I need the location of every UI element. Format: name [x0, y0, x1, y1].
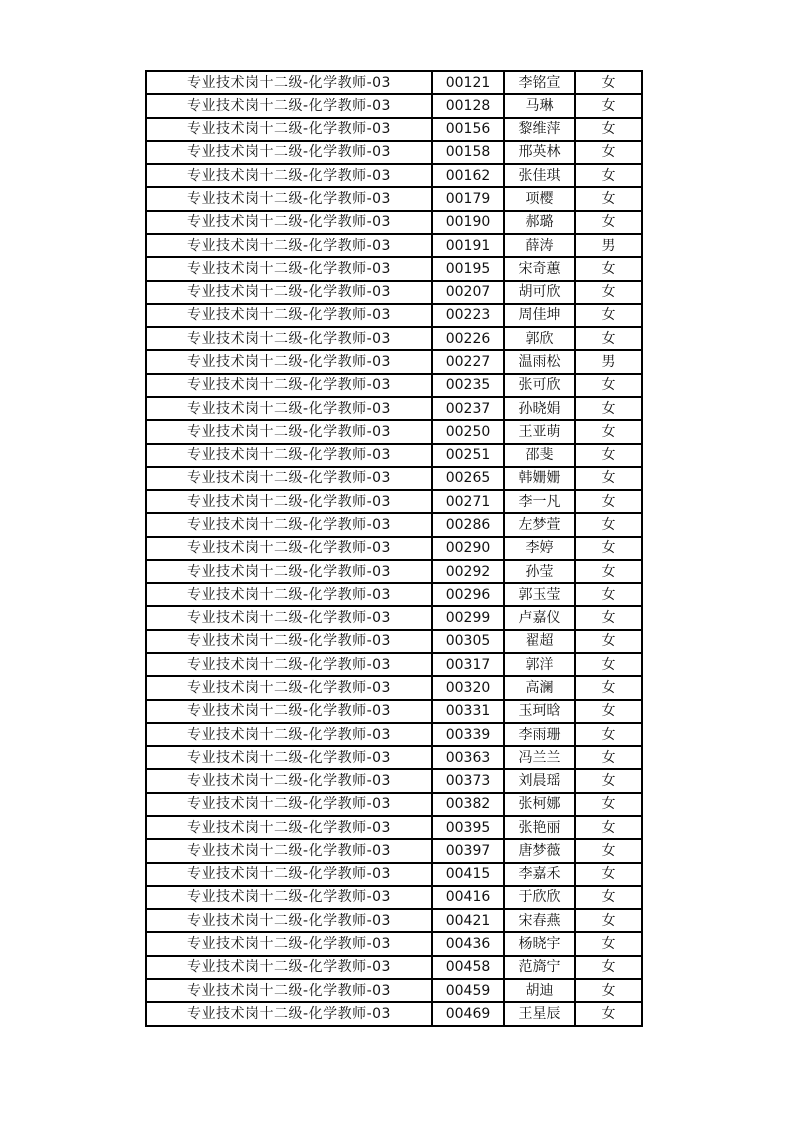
- gender-cell: 女: [575, 746, 642, 769]
- code-cell: 00162: [432, 164, 504, 187]
- name-cell: 郝璐: [504, 211, 575, 234]
- position-cell: 专业技术岗十二级-化学教师-03: [146, 1002, 432, 1026]
- code-cell: 00290: [432, 537, 504, 560]
- position-cell: 专业技术岗十二级-化学教师-03: [146, 723, 432, 746]
- gender-cell: 女: [575, 839, 642, 862]
- position-cell: 专业技术岗十二级-化学教师-03: [146, 467, 432, 490]
- table-row: [146, 979, 642, 1002]
- name-cell: 高澜: [504, 676, 575, 699]
- table-row: [146, 444, 642, 467]
- table-row: [146, 467, 642, 490]
- position-cell: 专业技术岗十二级-化学教师-03: [146, 839, 432, 862]
- gender-cell: 女: [575, 560, 642, 583]
- position-cell: 专业技术岗十二级-化学教师-03: [146, 490, 432, 513]
- table-row: [146, 211, 642, 234]
- table-row: [146, 630, 642, 653]
- name-cell: 马琳: [504, 94, 575, 117]
- gender-cell: 女: [575, 141, 642, 164]
- code-cell: 00158: [432, 141, 504, 164]
- name-cell: 孙晓娟: [504, 397, 575, 420]
- table-row: [146, 839, 642, 862]
- code-cell: 00436: [432, 932, 504, 955]
- position-cell: 专业技术岗十二级-化学教师-03: [146, 769, 432, 792]
- position-cell: 专业技术岗十二级-化学教师-03: [146, 606, 432, 629]
- position-cell: 专业技术岗十二级-化学教师-03: [146, 700, 432, 723]
- code-cell: 00235: [432, 374, 504, 397]
- gender-cell: 男: [575, 350, 642, 373]
- position-cell: 专业技术岗十二级-化学教师-03: [146, 327, 432, 350]
- position-cell: 专业技术岗十二级-化学教师-03: [146, 630, 432, 653]
- gender-cell: 女: [575, 164, 642, 187]
- gender-cell: 女: [575, 490, 642, 513]
- name-cell: 卢嘉仪: [504, 606, 575, 629]
- position-cell: 专业技术岗十二级-化学教师-03: [146, 281, 432, 304]
- name-cell: 范旖宁: [504, 956, 575, 979]
- gender-cell: 女: [575, 583, 642, 606]
- name-cell: 李嘉禾: [504, 863, 575, 886]
- table-row: [146, 793, 642, 816]
- position-cell: 专业技术岗十二级-化学教师-03: [146, 444, 432, 467]
- code-cell: 00458: [432, 956, 504, 979]
- name-cell: 邢英林: [504, 141, 575, 164]
- code-cell: 00339: [432, 723, 504, 746]
- table-row: [146, 816, 642, 839]
- position-cell: 专业技术岗十二级-化学教师-03: [146, 560, 432, 583]
- gender-cell: 女: [575, 397, 642, 420]
- code-cell: 00373: [432, 769, 504, 792]
- name-cell: 温雨松: [504, 350, 575, 373]
- name-cell: 黎维萍: [504, 118, 575, 141]
- table-row: [146, 606, 642, 629]
- code-cell: 00421: [432, 909, 504, 932]
- gender-cell: 女: [575, 467, 642, 490]
- table-row: [146, 537, 642, 560]
- gender-cell: 女: [575, 118, 642, 141]
- gender-cell: 女: [575, 700, 642, 723]
- table-row: [146, 187, 642, 210]
- name-cell: 冯兰兰: [504, 746, 575, 769]
- position-cell: 专业技术岗十二级-化学教师-03: [146, 513, 432, 536]
- name-cell: 宋春燕: [504, 909, 575, 932]
- code-cell: 00363: [432, 746, 504, 769]
- code-cell: 00207: [432, 281, 504, 304]
- code-cell: 00195: [432, 257, 504, 280]
- gender-cell: 女: [575, 94, 642, 117]
- name-cell: 王亚萌: [504, 420, 575, 443]
- gender-cell: 女: [575, 956, 642, 979]
- position-cell: 专业技术岗十二级-化学教师-03: [146, 746, 432, 769]
- gender-cell: 女: [575, 281, 642, 304]
- gender-cell: 女: [575, 211, 642, 234]
- name-cell: 邵斐: [504, 444, 575, 467]
- name-cell: 李一凡: [504, 490, 575, 513]
- code-cell: 00223: [432, 304, 504, 327]
- code-cell: 00191: [432, 234, 504, 257]
- position-cell: 专业技术岗十二级-化学教师-03: [146, 141, 432, 164]
- name-cell: 张佳琪: [504, 164, 575, 187]
- candidate-roster-table: [145, 70, 643, 1027]
- code-cell: 00331: [432, 700, 504, 723]
- name-cell: 于欣欣: [504, 886, 575, 909]
- code-cell: 00459: [432, 979, 504, 1002]
- position-cell: 专业技术岗十二级-化学教师-03: [146, 886, 432, 909]
- code-cell: 00305: [432, 630, 504, 653]
- code-cell: 00296: [432, 583, 504, 606]
- table-row: [146, 956, 642, 979]
- code-cell: 00226: [432, 327, 504, 350]
- table-row: [146, 746, 642, 769]
- gender-cell: 女: [575, 187, 642, 210]
- table-row: [146, 723, 642, 746]
- gender-cell: 男: [575, 234, 642, 257]
- gender-cell: 女: [575, 653, 642, 676]
- code-cell: 00128: [432, 94, 504, 117]
- position-cell: 专业技术岗十二级-化学教师-03: [146, 676, 432, 699]
- position-cell: 专业技术岗十二级-化学教师-03: [146, 118, 432, 141]
- code-cell: 00121: [432, 71, 504, 94]
- gender-cell: 女: [575, 816, 642, 839]
- name-cell: 王星辰: [504, 1002, 575, 1026]
- gender-cell: 女: [575, 444, 642, 467]
- position-cell: 专业技术岗十二级-化学教师-03: [146, 211, 432, 234]
- name-cell: 郭洋: [504, 653, 575, 676]
- gender-cell: 女: [575, 769, 642, 792]
- name-cell: 项樱: [504, 187, 575, 210]
- gender-cell: 女: [575, 676, 642, 699]
- table-row: [146, 118, 642, 141]
- position-cell: 专业技术岗十二级-化学教师-03: [146, 816, 432, 839]
- position-cell: 专业技术岗十二级-化学教师-03: [146, 932, 432, 955]
- code-cell: 00395: [432, 816, 504, 839]
- table-row: [146, 909, 642, 932]
- table-row: [146, 863, 642, 886]
- table-row: [146, 513, 642, 536]
- code-cell: 00415: [432, 863, 504, 886]
- position-cell: 专业技术岗十二级-化学教师-03: [146, 537, 432, 560]
- name-cell: 左梦萱: [504, 513, 575, 536]
- position-cell: 专业技术岗十二级-化学教师-03: [146, 257, 432, 280]
- candidate-roster-table-wrap: [145, 70, 643, 1027]
- name-cell: 唐梦薇: [504, 839, 575, 862]
- code-cell: 00469: [432, 1002, 504, 1026]
- table-row: [146, 676, 642, 699]
- table-row: [146, 374, 642, 397]
- position-cell: 专业技术岗十二级-化学教师-03: [146, 234, 432, 257]
- code-cell: 00286: [432, 513, 504, 536]
- name-cell: 胡迪: [504, 979, 575, 1002]
- gender-cell: 女: [575, 420, 642, 443]
- gender-cell: 女: [575, 606, 642, 629]
- table-row: [146, 560, 642, 583]
- code-cell: 00320: [432, 676, 504, 699]
- code-cell: 00251: [432, 444, 504, 467]
- gender-cell: 女: [575, 537, 642, 560]
- table-row: [146, 583, 642, 606]
- gender-cell: 女: [575, 304, 642, 327]
- table-row: [146, 769, 642, 792]
- name-cell: 杨晓宇: [504, 932, 575, 955]
- code-cell: 00156: [432, 118, 504, 141]
- position-cell: 专业技术岗十二级-化学教师-03: [146, 94, 432, 117]
- table-row: [146, 1002, 642, 1026]
- name-cell: 韩姗姗: [504, 467, 575, 490]
- table-row: [146, 420, 642, 443]
- table-row: [146, 281, 642, 304]
- code-cell: 00397: [432, 839, 504, 862]
- code-cell: 00227: [432, 350, 504, 373]
- name-cell: 玉珂晗: [504, 700, 575, 723]
- gender-cell: 女: [575, 886, 642, 909]
- position-cell: 专业技术岗十二级-化学教师-03: [146, 71, 432, 94]
- table-row: [146, 886, 642, 909]
- code-cell: 00292: [432, 560, 504, 583]
- name-cell: 薛涛: [504, 234, 575, 257]
- position-cell: 专业技术岗十二级-化学教师-03: [146, 420, 432, 443]
- position-cell: 专业技术岗十二级-化学教师-03: [146, 187, 432, 210]
- position-cell: 专业技术岗十二级-化学教师-03: [146, 164, 432, 187]
- gender-cell: 女: [575, 513, 642, 536]
- gender-cell: 女: [575, 793, 642, 816]
- name-cell: 李婷: [504, 537, 575, 560]
- position-cell: 专业技术岗十二级-化学教师-03: [146, 374, 432, 397]
- code-cell: 00237: [432, 397, 504, 420]
- name-cell: 郭欣: [504, 327, 575, 350]
- gender-cell: 女: [575, 1002, 642, 1026]
- code-cell: 00416: [432, 886, 504, 909]
- code-cell: 00299: [432, 606, 504, 629]
- position-cell: 专业技术岗十二级-化学教师-03: [146, 653, 432, 676]
- name-cell: 宋奇蕙: [504, 257, 575, 280]
- table-row: [146, 304, 642, 327]
- table-row: [146, 700, 642, 723]
- name-cell: 李铭宣: [504, 71, 575, 94]
- name-cell: 张艳丽: [504, 816, 575, 839]
- code-cell: 00317: [432, 653, 504, 676]
- code-cell: 00271: [432, 490, 504, 513]
- table-row: [146, 397, 642, 420]
- code-cell: 00265: [432, 467, 504, 490]
- name-cell: 张可欣: [504, 374, 575, 397]
- gender-cell: 女: [575, 863, 642, 886]
- name-cell: 周佳坤: [504, 304, 575, 327]
- table-row: [146, 94, 642, 117]
- gender-cell: 女: [575, 630, 642, 653]
- code-cell: 00190: [432, 211, 504, 234]
- name-cell: 张柯娜: [504, 793, 575, 816]
- table-row: [146, 257, 642, 280]
- gender-cell: 女: [575, 909, 642, 932]
- position-cell: 专业技术岗十二级-化学教师-03: [146, 956, 432, 979]
- name-cell: 孙莹: [504, 560, 575, 583]
- name-cell: 翟超: [504, 630, 575, 653]
- table-row: [146, 71, 642, 94]
- name-cell: 李雨珊: [504, 723, 575, 746]
- position-cell: 专业技术岗十二级-化学教师-03: [146, 909, 432, 932]
- table-row: [146, 932, 642, 955]
- position-cell: 专业技术岗十二级-化学教师-03: [146, 397, 432, 420]
- table-row: [146, 350, 642, 373]
- position-cell: 专业技术岗十二级-化学教师-03: [146, 863, 432, 886]
- gender-cell: 女: [575, 932, 642, 955]
- table-row: [146, 653, 642, 676]
- name-cell: 刘晨瑶: [504, 769, 575, 792]
- gender-cell: 女: [575, 71, 642, 94]
- table-row: [146, 490, 642, 513]
- table-row: [146, 234, 642, 257]
- table-row: [146, 327, 642, 350]
- position-cell: 专业技术岗十二级-化学教师-03: [146, 304, 432, 327]
- gender-cell: 女: [575, 723, 642, 746]
- table-row: [146, 141, 642, 164]
- gender-cell: 女: [575, 327, 642, 350]
- name-cell: 胡可欣: [504, 281, 575, 304]
- position-cell: 专业技术岗十二级-化学教师-03: [146, 793, 432, 816]
- code-cell: 00382: [432, 793, 504, 816]
- name-cell: 郭玉莹: [504, 583, 575, 606]
- roster-table-body: [146, 71, 642, 1026]
- position-cell: 专业技术岗十二级-化学教师-03: [146, 583, 432, 606]
- gender-cell: 女: [575, 257, 642, 280]
- gender-cell: 女: [575, 979, 642, 1002]
- position-cell: 专业技术岗十二级-化学教师-03: [146, 350, 432, 373]
- code-cell: 00250: [432, 420, 504, 443]
- table-row: [146, 164, 642, 187]
- gender-cell: 女: [575, 374, 642, 397]
- position-cell: 专业技术岗十二级-化学教师-03: [146, 979, 432, 1002]
- code-cell: 00179: [432, 187, 504, 210]
